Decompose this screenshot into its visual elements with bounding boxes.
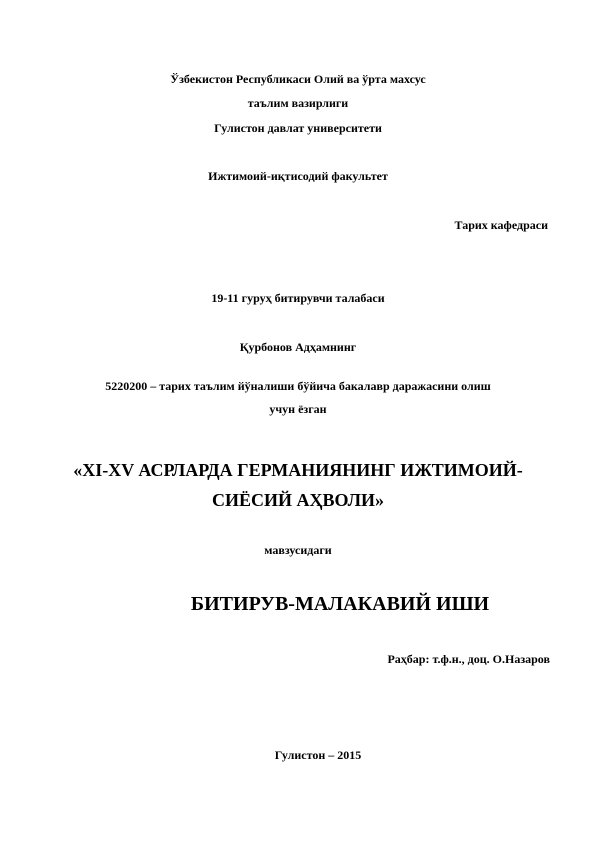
student-name: Қурбонов Адҳамнинг <box>239 340 357 354</box>
place-year: Гулистон – 2015 <box>274 748 362 762</box>
program-line-2: учун ёзган <box>269 402 327 416</box>
thesis-title-line-1: «XI-XV АСРЛАРДА ГЕРМАНИЯНИНГ ИЖТИМОИЙ- <box>73 460 523 480</box>
program-line-1: 5220200 – тарих таълим йўналиши бўйича бакалавр даражасини олиш <box>105 379 491 393</box>
university-name: Гулистон давлат университети <box>214 121 382 135</box>
supervisor-line: Раҳбар: т.ф.н., доц. О.Назаров <box>387 652 550 666</box>
work-type-heading: БИТИРУВ-МАЛАКАВИЙ ИШИ <box>190 593 490 615</box>
faculty-name: Ижтимоий-иқтисодий факультет <box>208 169 388 183</box>
thesis-title-line-2: СИЁСИЙ АҲВОЛИ» <box>211 490 385 510</box>
student-group: 19-11 гуруҳ битирувчи талабаси <box>211 291 385 305</box>
department-name: Тарих кафедраси <box>454 218 548 232</box>
subject-word: мавзусидаги <box>264 543 332 557</box>
ministry-line-2: таълим вазирлиги <box>247 96 349 110</box>
ministry-line-1: Ўзбекистон Республикаси Олий ва ўрта махсус <box>170 72 426 86</box>
